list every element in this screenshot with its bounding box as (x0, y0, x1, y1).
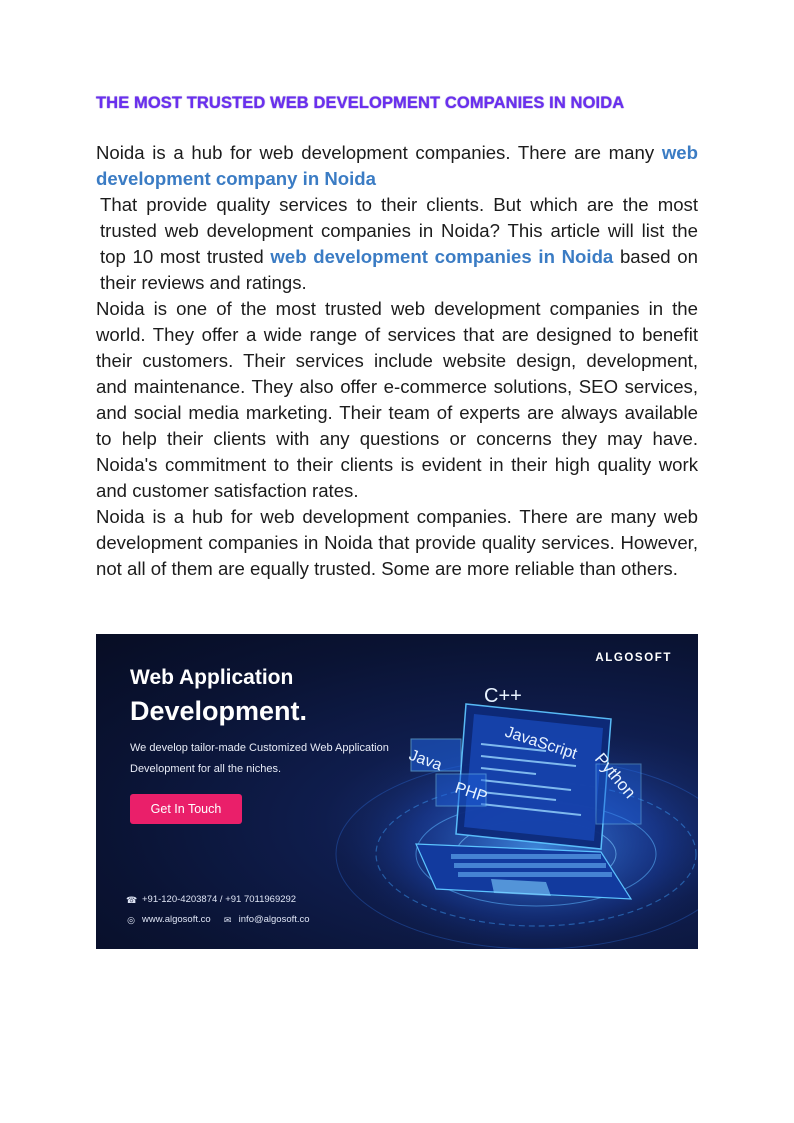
paragraph-4: Noida is a hub for web development companies. There are many web development companies in Noida that provide quality services. However, not all of them are equally trusted. Some are more reliable than others. (96, 506, 698, 579)
banner-heading-line2: Development. (130, 696, 308, 726)
paragraph-2 (96, 192, 698, 296)
banner-heading-line1: Web Application (130, 666, 294, 689)
article-body (96, 140, 698, 582)
contact-web-row (126, 914, 310, 925)
paragraph-1-text: Noida is a hub for web development companies. There are many (96, 142, 662, 163)
tech-label-javascript: JavaScript (502, 723, 580, 763)
contact-email[interactable]: info@algosoft.co (238, 914, 310, 925)
tech-labels (396, 674, 696, 934)
tech-label-python: Python (590, 749, 640, 803)
algosoft-logo: ALGOSOFT (595, 652, 672, 664)
tech-label-php: PHP (452, 779, 490, 806)
contact-phone: +91-120-4203874 / +91 7011969292 (142, 894, 297, 905)
paragraph-1 (96, 140, 698, 192)
link-web-development-company[interactable]: web development company in Noida (96, 142, 698, 189)
globe-icon: ◎ (127, 914, 135, 925)
page-title: THE MOST TRUSTED WEB DEVELOPMENT COMPANIES IN NOIDA (96, 94, 625, 112)
paragraph-2-text: That provide quality services to their clients. But which are the most trusted web development companies in Noida? This article will list the top 10 most trusted (100, 194, 698, 267)
contact-website[interactable]: www.algosoft.co (142, 914, 211, 925)
paragraph-2-tail: based on their reviews and ratings. (100, 246, 698, 293)
banner-description: We develop tailor-made Customized Web Application Development for all the niches. (130, 742, 389, 775)
mail-icon: ✉ (223, 914, 232, 925)
get-in-touch-button[interactable]: Get In Touch (130, 794, 242, 824)
link-web-development-companies[interactable]: web development companies in Noida (270, 246, 614, 267)
tech-label-cpp: C++ (484, 685, 522, 707)
contact-phone-row (126, 894, 296, 905)
paragraph-3: Noida is one of the most trusted web development companies in the world. They offer a wide range of services that are designed to benefit their customers. Their services include website design, development, and maintenance. They also offer e-commerce solutions, SEO services, and social media marketing. Their team of experts are always available to help their clients with any questions or concerns they may have. Noida's commitment to their clients is evident in their high quality work and customer satisfaction rates. (96, 298, 698, 501)
phone-icon: ☎ (126, 894, 138, 905)
algosoft-banner-image (96, 634, 698, 949)
tech-label-java: Java (406, 746, 445, 775)
